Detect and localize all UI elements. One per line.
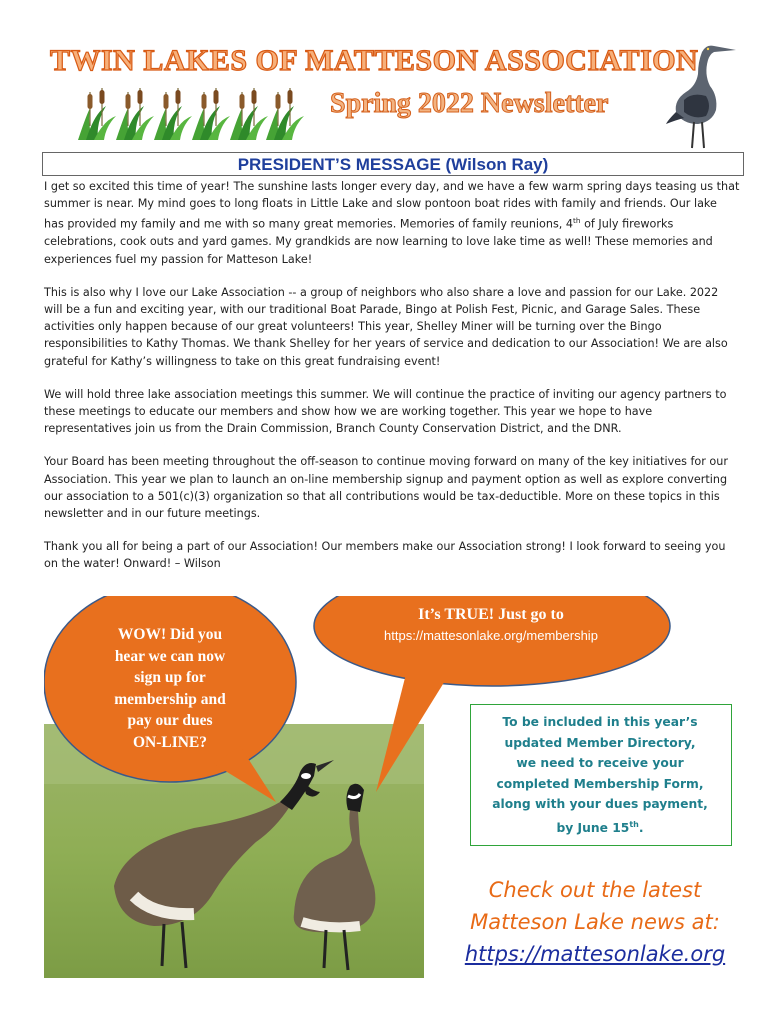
left-bubble-line: pay our dues xyxy=(127,712,213,729)
membership-notice-text xyxy=(476,712,724,838)
notice-line: To be included in this year’s xyxy=(502,715,698,729)
letter-paragraph: This is also why I love our Lake Association -- a group of neighbors who also share a love and passion for our Lake. 2022 will be a fun and exciting year, with our traditional Boat Parade, Bingo at Polish Fest, Picnic, and Garage Sales. These activities only happen because of our great volunteers! This year, Shelley Miner will be turning over the Bingo responsibilities to Kathy Thomas. We thank Shelley for her years of service and dedication to our Association! We are also grateful for Kathy’s willingness to take on this great fundraising event! xyxy=(44,285,728,368)
newsletter-subtitle: Spring 2022 Newsletter xyxy=(330,88,609,119)
news-line-1: Check out the latest xyxy=(488,878,702,902)
letter-paragraph: We will hold three lake association meetings this summer. We will continue the practice of inviting our agency partners to these meetings to educate our members and show how we are working together. This year we hope to have representatives join us from the Drain Commission, Branch County Conservation District, and the DNR. xyxy=(44,387,727,436)
letter-paragraph: Thank you all for being a part of our Association! Our members make our Association strong! I look forward to seeing you on the water! Onward! – Wilson xyxy=(44,540,726,571)
cattails-icon xyxy=(76,86,306,142)
left-bubble-line: WOW! Did you xyxy=(117,626,223,643)
website-link[interactable]: https://mattesonlake.org xyxy=(464,942,726,966)
newsletter-title: TWIN LAKES OF MATTESON ASSOCIATION xyxy=(50,44,699,77)
notice-line: by June 15th. xyxy=(556,819,644,835)
president-message-heading: PRESIDENT’S MESSAGE (Wilson Ray) xyxy=(237,155,549,174)
president-message-box xyxy=(42,152,744,176)
left-bubble-line: ON-LINE? xyxy=(132,733,208,751)
letter-paragraph: Your Board has been meeting throughout the off-season to continue moving forward on many of the key initiatives for our Association. This year we plan to launch an on-line membership signup and payment option as well as explore converting our association to a 501(c)(3) organization so that all contributions would be tax-deductible. More on these topics in this newsletter and in our future meetings. xyxy=(44,455,728,520)
letter-paragraph: I get so excited this time of year! The sunshine lasts longer every day, and we have a few warm spring days teasing us that summer is near. My mind goes to long floats in Little Lake and slow pontoon boat rides with family and friends. Our lake has provided my family and me with so many great memories. Memories of family reunions, 4th of July fireworks celebrations, cook outs and yard games. My grandkids are now learning to love lake time as well! These memories and experiences fuel my passion for Matteson Lake! xyxy=(44,180,740,266)
president-letter xyxy=(44,178,740,589)
left-bubble-line: sign up for xyxy=(134,669,206,686)
notice-line: updated Member Directory, xyxy=(504,735,696,750)
notice-line: we need to receive your xyxy=(516,756,684,770)
left-bubble-line: hear we can now xyxy=(114,647,226,665)
left-bubble-line: membership and xyxy=(114,690,226,708)
right-bubble-title: It’s TRUE! Just go to xyxy=(418,606,564,623)
notice-line: along with your dues payment, xyxy=(492,797,708,811)
left-bubble-text xyxy=(80,624,260,753)
news-line-2: Matteson Lake news at: xyxy=(470,910,720,934)
notice-line: completed Membership Form, xyxy=(496,776,704,791)
heron-icon xyxy=(662,40,752,150)
membership-link[interactable]: https://mattesonlake.org/membership xyxy=(384,628,598,643)
